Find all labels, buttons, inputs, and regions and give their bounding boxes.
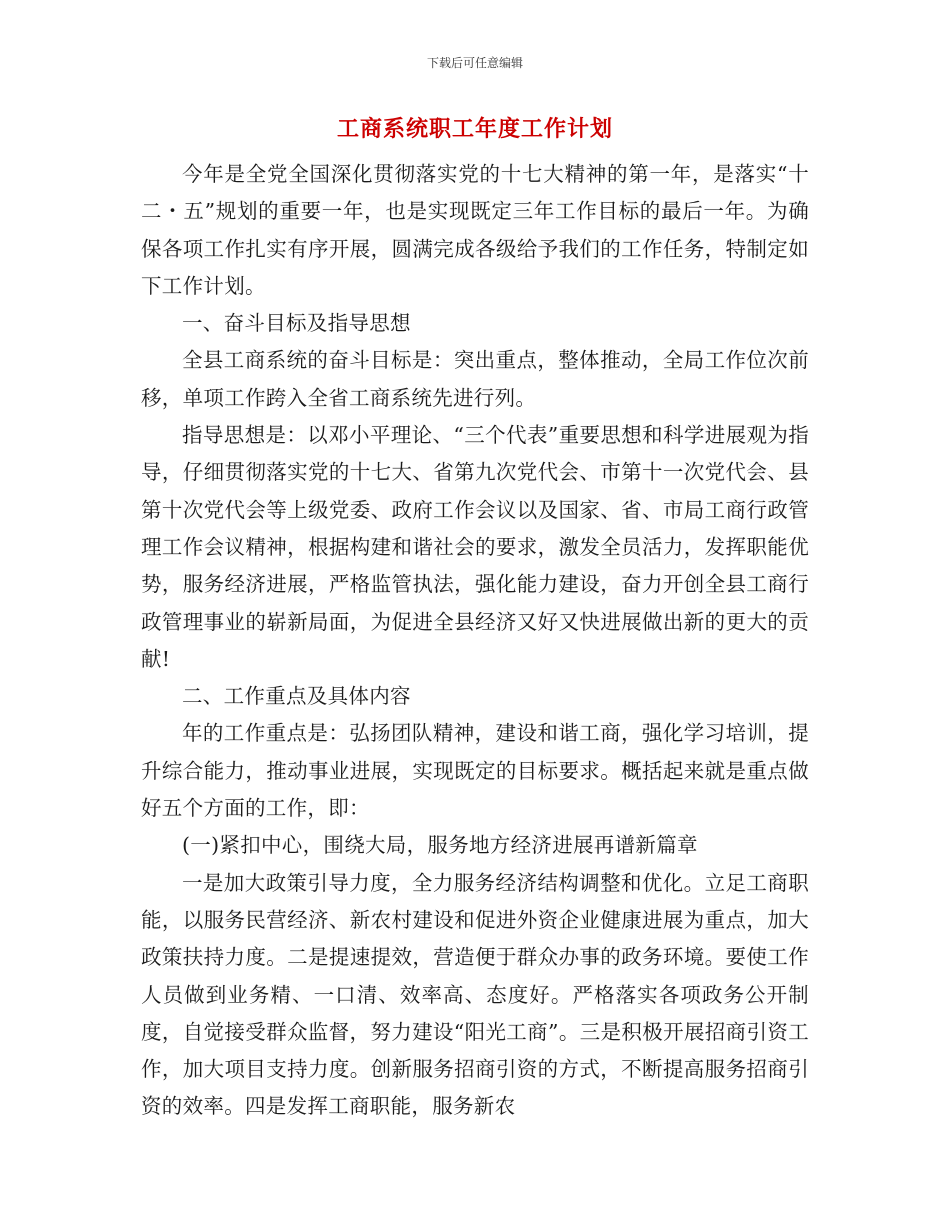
subsection-heading-1: (一)紧扣中心，围绕大局，服务地方经济进展再谱新篇章: [182, 833, 698, 858]
paragraph-guiding-thought: 指导思想是：以邓小平理论、“三个代表”重要思想和科学进展观为指导，仔细贯彻落实党的十七大、省第九次党代会、市第十一次党代会、县第十次党代会等上级党委、政府工作会议以及国家、省、市局工商行政管理工作会议精神，根据构建和谐社会的要求，激发全员活力，发挥职能优势，服务经济进展，严格监管执法，强化能力建设，奋力开创全县工商行政管理事业的崭新局面，为促进全县经济又好又快进展做出新的更大的贡献!: [141, 423, 809, 671]
document-body: [141, 156, 809, 1126]
header-note: 下载后可任意编辑: [426, 56, 523, 70]
paragraph-details: 一是加大政策引导力度，全力服务经济结构调整和优化。立足工商职能，以服务民营经济、新农村建设和促进外资企业健康进展为重点，加大政策扶持力度。二是提速提效，营造便于群众办事的政务环境。要使工作人员做到业务精、一口清、效率高、态度好。严格落实各项政务公开制度，自觉接受群众监督，努力建设“阳光工商”。三是积极开展招商引资工作，加大项目支持力度。创新服务招商引资的方式，不断提高服务招商引资的效率。四是发挥工商职能，服务新农: [141, 870, 809, 1119]
paragraph-work-focus: 年的工作重点是：弘扬团队精神，建设和谐工商，强化学习培训，提升综合能力，推动事业进展，实现既定的目标要求。概括起来就是重点做好五个方面的工作，即：: [141, 721, 809, 821]
section-heading-2: 二、工作重点及具体内容: [182, 684, 411, 709]
section-heading-1: 一、奋斗目标及指导思想: [182, 311, 411, 336]
paragraph-goal: 全县工商系统的奋斗目标是：突出重点，整体推动，全局工作位次前移，单项工作跨入全省工商系统先进行列。: [141, 348, 809, 410]
document-title: 工商系统职工年度工作计划: [336, 117, 613, 142]
paragraph-intro: 今年是全党全国深化贯彻落实党的十七大精神的第一年，是落实“十二・五”规划的重要一年，也是实现既定三年工作目标的最后一年。为确保各项工作扎实有序开展，圆满完成各级给予我们的工作任务，特制定如下工作计划。: [141, 162, 809, 298]
